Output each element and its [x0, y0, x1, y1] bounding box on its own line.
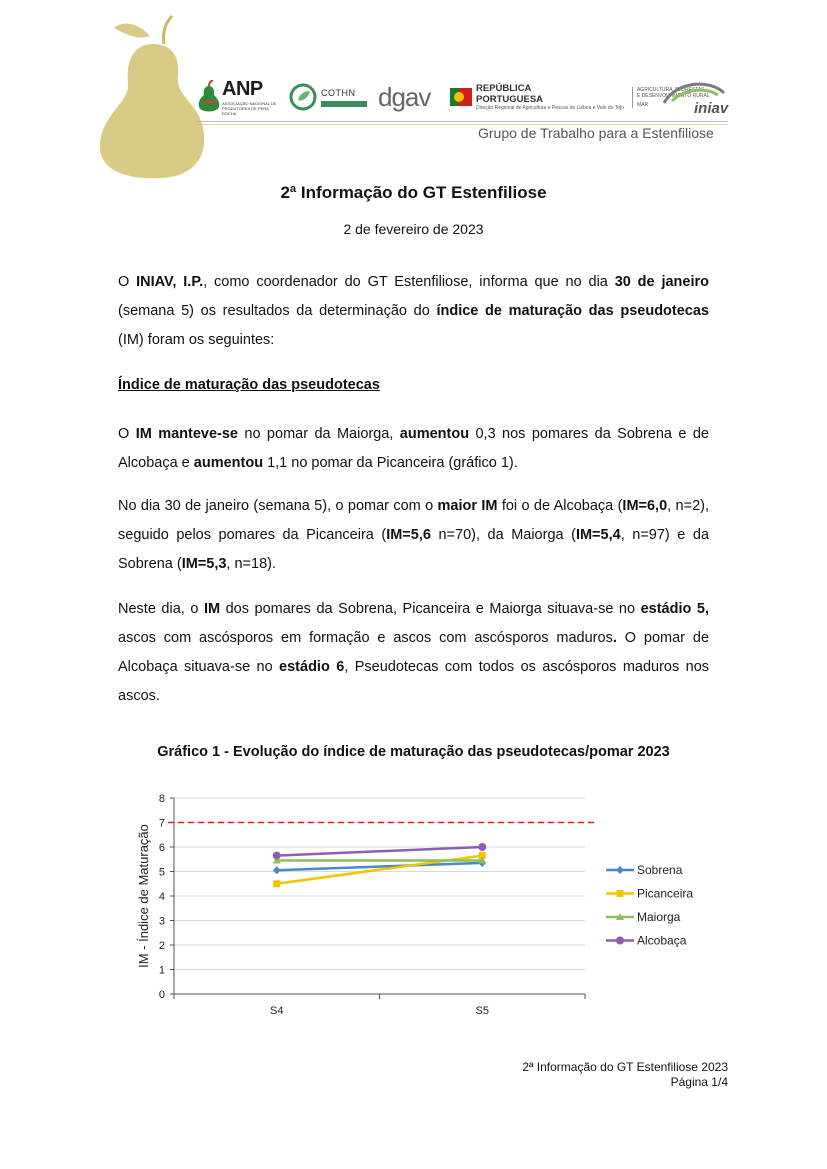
- bold-run: IM=5,4: [575, 527, 621, 543]
- republica-sub3: MAR: [636, 101, 649, 108]
- republica-sub2: E DESENVOLVIMENTO RURAL: [636, 92, 710, 99]
- page-footer: [522, 1060, 728, 1090]
- bold-run: IM manteve-se: [135, 426, 238, 442]
- bold-run: 30 de janeiro: [614, 274, 709, 290]
- legend-label: Alcobaça: [637, 933, 687, 948]
- section-heading: Índice de maturação das pseudotecas: [118, 377, 380, 393]
- republica-line2: PORTUGUESA: [476, 94, 544, 105]
- text-run: Neste dia, o: [118, 601, 204, 617]
- bold-run: IM=5,6: [386, 527, 431, 543]
- data-point: [273, 852, 281, 860]
- text-run: 0,3 nos pomares da Sobrena e de Alcobaça e: [118, 426, 709, 471]
- bold-run: INIAV, I.P.: [136, 274, 204, 290]
- data-point: [478, 843, 486, 851]
- legend-marker: [616, 866, 624, 874]
- footer-page-number: Página 1/4: [670, 1075, 728, 1089]
- text-run: , n=2), seguido pelos pomares da Picanceira (: [118, 498, 709, 543]
- cothn-name: COTHN: [321, 87, 356, 98]
- y-tick-label: 8: [158, 793, 165, 805]
- bold-run: .: [612, 630, 617, 646]
- bold-run: IM=5,3: [181, 556, 227, 572]
- text-run: O pomar de Alcobaça situava-se no: [118, 630, 710, 675]
- legend-label: Picanceira: [637, 886, 694, 901]
- bold-run: estádio 6: [279, 659, 345, 675]
- y-tick-label: 4: [158, 891, 165, 903]
- text-run: 1,1 no pomar da Picanceira (gráfico 1).: [263, 455, 518, 471]
- text-run: , n=97) e da Sobrena (: [118, 527, 710, 572]
- bold-run: aumentou: [399, 426, 470, 442]
- legend-marker: [616, 937, 624, 945]
- republica-caption: Direção Regional de Agricultura e Pescas de Lisboa e Vale do Tejo: [476, 105, 624, 111]
- republica-line1: REPÚBLICA: [476, 83, 532, 94]
- legend-marker: [617, 890, 624, 897]
- text-run: , como coordenador do GT Estenfiliose, informa que no dia: [203, 274, 615, 290]
- y-tick-label: 6: [158, 842, 165, 854]
- y-tick-label: 3: [158, 915, 165, 928]
- anp-caption: ASSOCIAÇÃO NACIONAL DE PRODUTORES DE PERA ROCHA: [222, 101, 277, 116]
- text-run: O: [118, 426, 136, 442]
- text-run: , n=18).: [226, 556, 276, 572]
- bold-run: maior IM: [437, 498, 498, 514]
- republica-sub1: AGRICULTURA, FLORESTAS: [636, 86, 705, 93]
- bold-run: aumentou: [193, 455, 264, 471]
- bold-run: índice de maturação das pseudotecas: [436, 303, 709, 319]
- series-line: [277, 847, 483, 856]
- text-run: n=70), da Maiorga (: [430, 527, 576, 543]
- y-tick-label: 0: [158, 989, 165, 1001]
- text-run: (IM) foram os seguintes:: [118, 332, 275, 348]
- y-tick-label: 7: [158, 817, 165, 830]
- bold-run: IM=6,0: [622, 498, 668, 514]
- text-run: No dia 30 de janeiro (semana 5), o pomar com o: [118, 498, 438, 514]
- y-tick-label: 2: [158, 940, 165, 952]
- y-tick-label: 1: [158, 964, 165, 977]
- iniav-name: iniav: [694, 99, 729, 117]
- footer-doc-name: 2ª Informação do GT Estenfiliose 2023: [522, 1060, 728, 1074]
- document-title: 2ª Informação do GT Estenfiliose: [280, 183, 547, 202]
- bold-run: estádio 5,: [640, 601, 709, 617]
- text-run: no pomar da Maiorga,: [238, 426, 400, 442]
- text-run: (semana 5) os resultados da determinação do: [118, 303, 437, 319]
- y-axis-label: IM - Índice de Maturação: [136, 824, 151, 968]
- text-run: dos pomares da Sobrena, Picanceira e Maiorga situava-se no: [220, 601, 641, 617]
- data-point: [273, 866, 281, 874]
- y-tick-label: 5: [158, 866, 165, 879]
- chart-title: Gráfico 1 - Evolução do índice de maturação das pseudotecas/pomar 2023: [157, 744, 670, 760]
- data-point: [273, 880, 280, 887]
- x-tick-label: S5: [475, 1005, 489, 1017]
- legend-label: Sobrena: [637, 863, 683, 877]
- text-run: , Pseudotecas com todos os ascósporos maduros nos ascos.: [118, 659, 710, 704]
- text-run: O: [118, 274, 137, 290]
- text-run: foi o de Alcobaça (: [497, 498, 623, 514]
- document-date: 2 de fevereiro de 2023: [343, 221, 484, 237]
- x-tick-label: S4: [270, 1005, 284, 1017]
- group-name: Grupo de Trabalho para a Estenfiliose: [478, 125, 714, 141]
- anp-name: ANP: [222, 78, 263, 100]
- text-run: ascos com ascósporos em formação e ascos com ascósporos maduros: [118, 630, 613, 646]
- legend-label: Maiorga: [637, 910, 681, 924]
- dgav-name: dgav: [378, 81, 431, 112]
- bold-run: IM: [203, 601, 221, 617]
